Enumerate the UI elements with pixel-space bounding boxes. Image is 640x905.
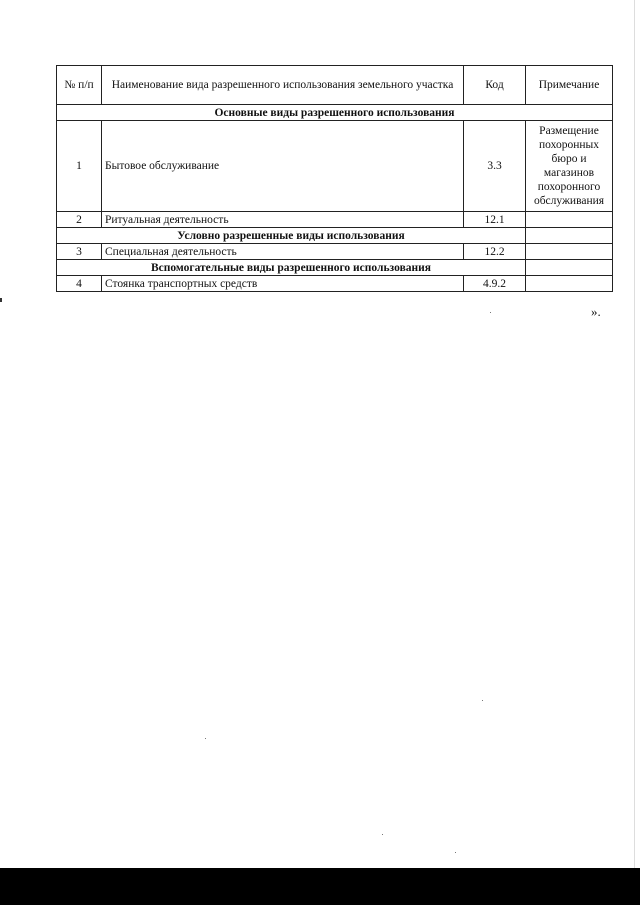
row-note	[526, 276, 613, 292]
row-num: 2	[57, 212, 102, 228]
scan-mark	[0, 298, 2, 302]
row-code: 12.1	[464, 212, 526, 228]
row-num: 4	[57, 276, 102, 292]
row-note: Размещение похоронных бюро и магазинов похоронного обслуживания	[526, 121, 613, 212]
row-note	[526, 244, 613, 260]
table-row	[57, 276, 613, 292]
table-row	[57, 244, 613, 260]
header-name: Наименование вида разрешенного использования земельного участка	[102, 66, 464, 105]
row-code: 12.2	[464, 244, 526, 260]
table-header-row	[57, 66, 613, 105]
section-row-auxiliary	[57, 260, 613, 276]
section-title-auxiliary: Вспомогательные виды разрешенного использования	[57, 260, 526, 276]
section-empty-cell	[526, 228, 613, 244]
row-code: 3.3	[464, 121, 526, 212]
row-name: Бытовое обслуживание	[102, 121, 464, 212]
scan-speck	[455, 852, 456, 853]
row-name: Специальная деятельность	[102, 244, 464, 260]
row-note	[526, 212, 613, 228]
scan-speck	[490, 312, 491, 313]
scan-border	[0, 868, 640, 905]
scan-speck	[382, 834, 383, 835]
section-row-conditional	[57, 228, 613, 244]
closing-quote: ».	[591, 304, 601, 319]
header-note: Примечание	[526, 66, 613, 105]
table-row	[57, 212, 613, 228]
header-num: № п/п	[57, 66, 102, 105]
row-num: 3	[57, 244, 102, 260]
scan-edge	[634, 0, 635, 868]
section-row-main	[57, 105, 613, 121]
row-name: Стоянка транспортных средств	[102, 276, 464, 292]
land-use-table	[56, 65, 613, 292]
row-code: 4.9.2	[464, 276, 526, 292]
row-name: Ритуальная деятельность	[102, 212, 464, 228]
section-empty-cell	[526, 260, 613, 276]
scan-speck	[205, 738, 206, 739]
row-num: 1	[57, 121, 102, 212]
section-title-conditional: Условно разрешенные виды использования	[57, 228, 526, 244]
header-code: Код	[464, 66, 526, 105]
section-title-main: Основные виды разрешенного использования	[57, 105, 613, 121]
scan-speck	[482, 700, 483, 701]
table-row	[57, 121, 613, 212]
